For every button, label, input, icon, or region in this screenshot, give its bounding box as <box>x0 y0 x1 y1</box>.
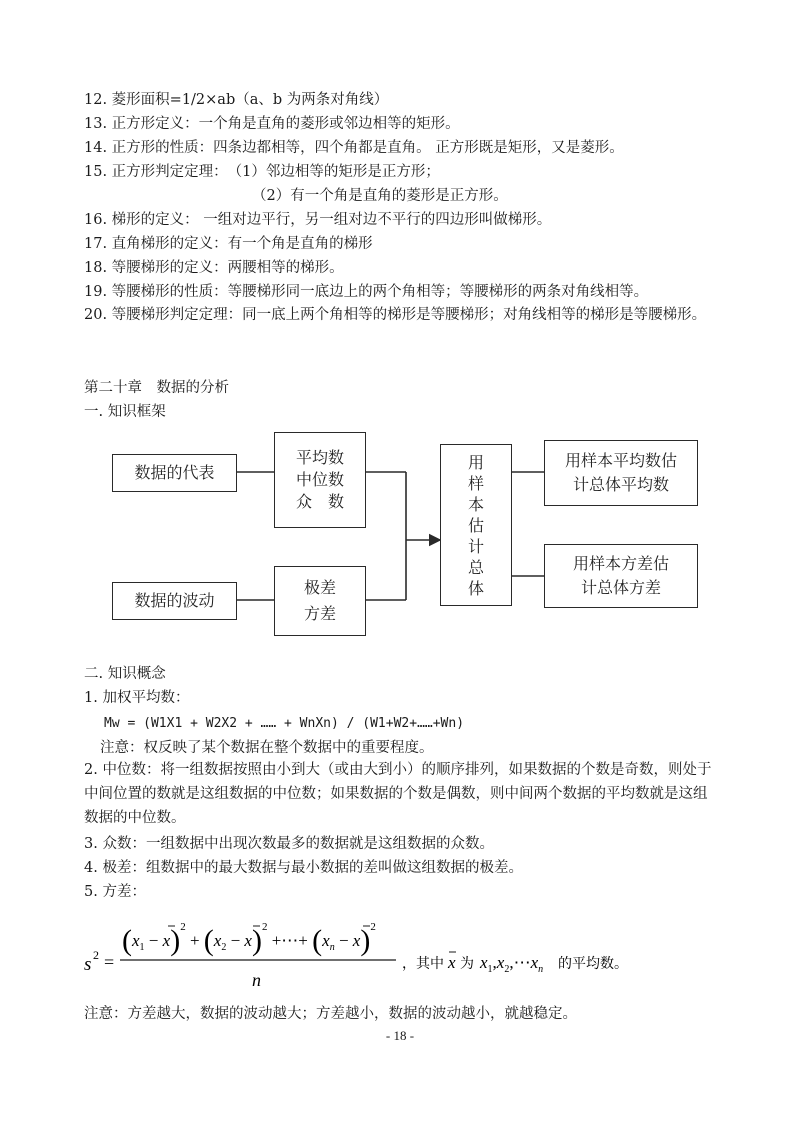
concept-1-note: 注意：权反映了某个数据在整个数据中的重要程度。 <box>100 740 434 756</box>
formula-mid: 为 <box>460 956 474 972</box>
box-data-fluctuation <box>112 582 237 620</box>
box-data-representative <box>112 454 237 492</box>
variance-formula-svg <box>84 912 724 992</box>
page-number: - 18 - <box>385 1028 415 1043</box>
estimate-char-7: 体 <box>467 578 484 598</box>
estimate-char-6: 总 <box>467 557 484 577</box>
item-15: 15. 正方形判定定理： （1）邻边相等的矩形是正方形； <box>84 164 440 180</box>
item-20: 20. 等腰梯形判定定理：同一底上两个角相等的梯形是等腰梯形；对角线相等的梯形是等腰梯形。 <box>84 307 707 323</box>
box-data-fluctuation-label: 数据的波动 <box>134 591 215 610</box>
section-1-title: 一. 知识框架 <box>84 404 166 420</box>
concept-3: 3. 众数：一组数据中出现次数最多的数据就是这组数据的众数。 <box>84 836 494 852</box>
estimate-char-1: 用 <box>467 452 484 472</box>
mean-estimate-line-1: 用样本平均数估 <box>564 451 677 470</box>
item-16: 16. 梯形的定义： 一组对边平行，另一组对边不平行的四边形叫做梯形。 <box>84 212 552 228</box>
variance-formula <box>84 912 724 992</box>
box-variance-estimate <box>544 544 698 608</box>
formula-denominator: n <box>252 970 261 990</box>
formula-numerator: $(x_1 - x)^2 + (x_2 - x)^2$ +⋯+ $(x_n - x)^2$ <box>122 921 376 957</box>
estimate-char-2: 样 <box>467 473 484 493</box>
formula-end: 的平均数。 <box>558 956 628 972</box>
estimate-char-5: 计 <box>467 536 484 556</box>
concept-5-title: 5. 方差： <box>84 884 146 900</box>
measure-mean: 平均数 <box>295 448 344 467</box>
box-mean-estimate <box>544 440 698 506</box>
item-14: 14. 正方形的性质：四条边都相等，四个角都是直角。 正方形既是矩形，又是菱形。 <box>84 140 624 156</box>
section-2-title: 二. 知识概念 <box>84 666 166 682</box>
chapter-title: 第二十章 数据的分析 <box>84 380 229 396</box>
concept-1-title: 1. 加权平均数： <box>84 690 190 706</box>
item-18: 18. 等腰梯形的定义：两腰相等的梯形。 <box>84 260 344 276</box>
concept-2: 2. 中位数：将一组数据按照由小到大（或由大到小）的顺序排列，如果数据的个数是奇数，则处于中间位置的数就是这组数据的中位数；如果数据的个数是偶数，则中间两个数据的平均数就是这组数据的中位数。 <box>84 762 712 826</box>
concept-1-formula: Mw = (W1X1 + W2X2 + …… + WnXn) / (W1+W2+……+Wn) <box>104 716 465 731</box>
measure-mode: 众 数 <box>295 492 344 511</box>
box-measures <box>274 432 366 528</box>
formula-suffix: ，其中 <box>402 956 444 972</box>
estimate-char-4: 估 <box>467 515 484 535</box>
measure-median: 中位数 <box>295 470 344 489</box>
formula-s: s <box>84 954 92 975</box>
variance-estimate-line-1: 用样本方差估 <box>572 554 669 573</box>
box-data-representative-label: 数据的代表 <box>134 463 215 482</box>
estimate-char-3: 本 <box>467 494 484 514</box>
item-15-sub: （2）有一个角是直角的菱形是正方形。 <box>252 188 508 204</box>
item-12: 12. 菱形面积=1/2×ab（a、b 为两条对角线） <box>84 92 389 108</box>
box-sample-estimate <box>440 444 512 606</box>
mean-estimate-line-2: 计总体平均数 <box>572 475 669 494</box>
knowledge-framework-diagram <box>112 432 702 642</box>
item-13: 13. 正方形定义：一个角是直角的菱形或邻边相等的矩形。 <box>84 116 460 132</box>
spread-variance: 方差 <box>303 604 336 623</box>
variance-estimate-line-2: 计总体方差 <box>580 578 661 597</box>
formula-equals: = <box>104 952 115 972</box>
formula-s-exp: 2 <box>93 948 99 962</box>
spread-range: 极差 <box>303 578 336 597</box>
formula-xlist: $x_1,x_2,\cdots x_n$ <box>480 953 544 975</box>
concept-4: 4. 极差：组数据中的最大数据与最小数据的差叫做这组数据的极差。 <box>84 860 523 876</box>
formula-xbar: x <box>448 953 456 972</box>
item-17: 17. 直角梯形的定义：有一个角是直角的梯形 <box>84 236 373 252</box>
variance-note: 注意：方差越大，数据的波动越大；方差越小，数据的波动越小，就越稳定。 <box>84 1006 577 1022</box>
box-spread <box>274 566 366 636</box>
item-19: 19. 等腰梯形的性质：等腰梯形同一底边上的两个角相等；等腰梯形的两条对角线相等。 <box>84 284 649 300</box>
